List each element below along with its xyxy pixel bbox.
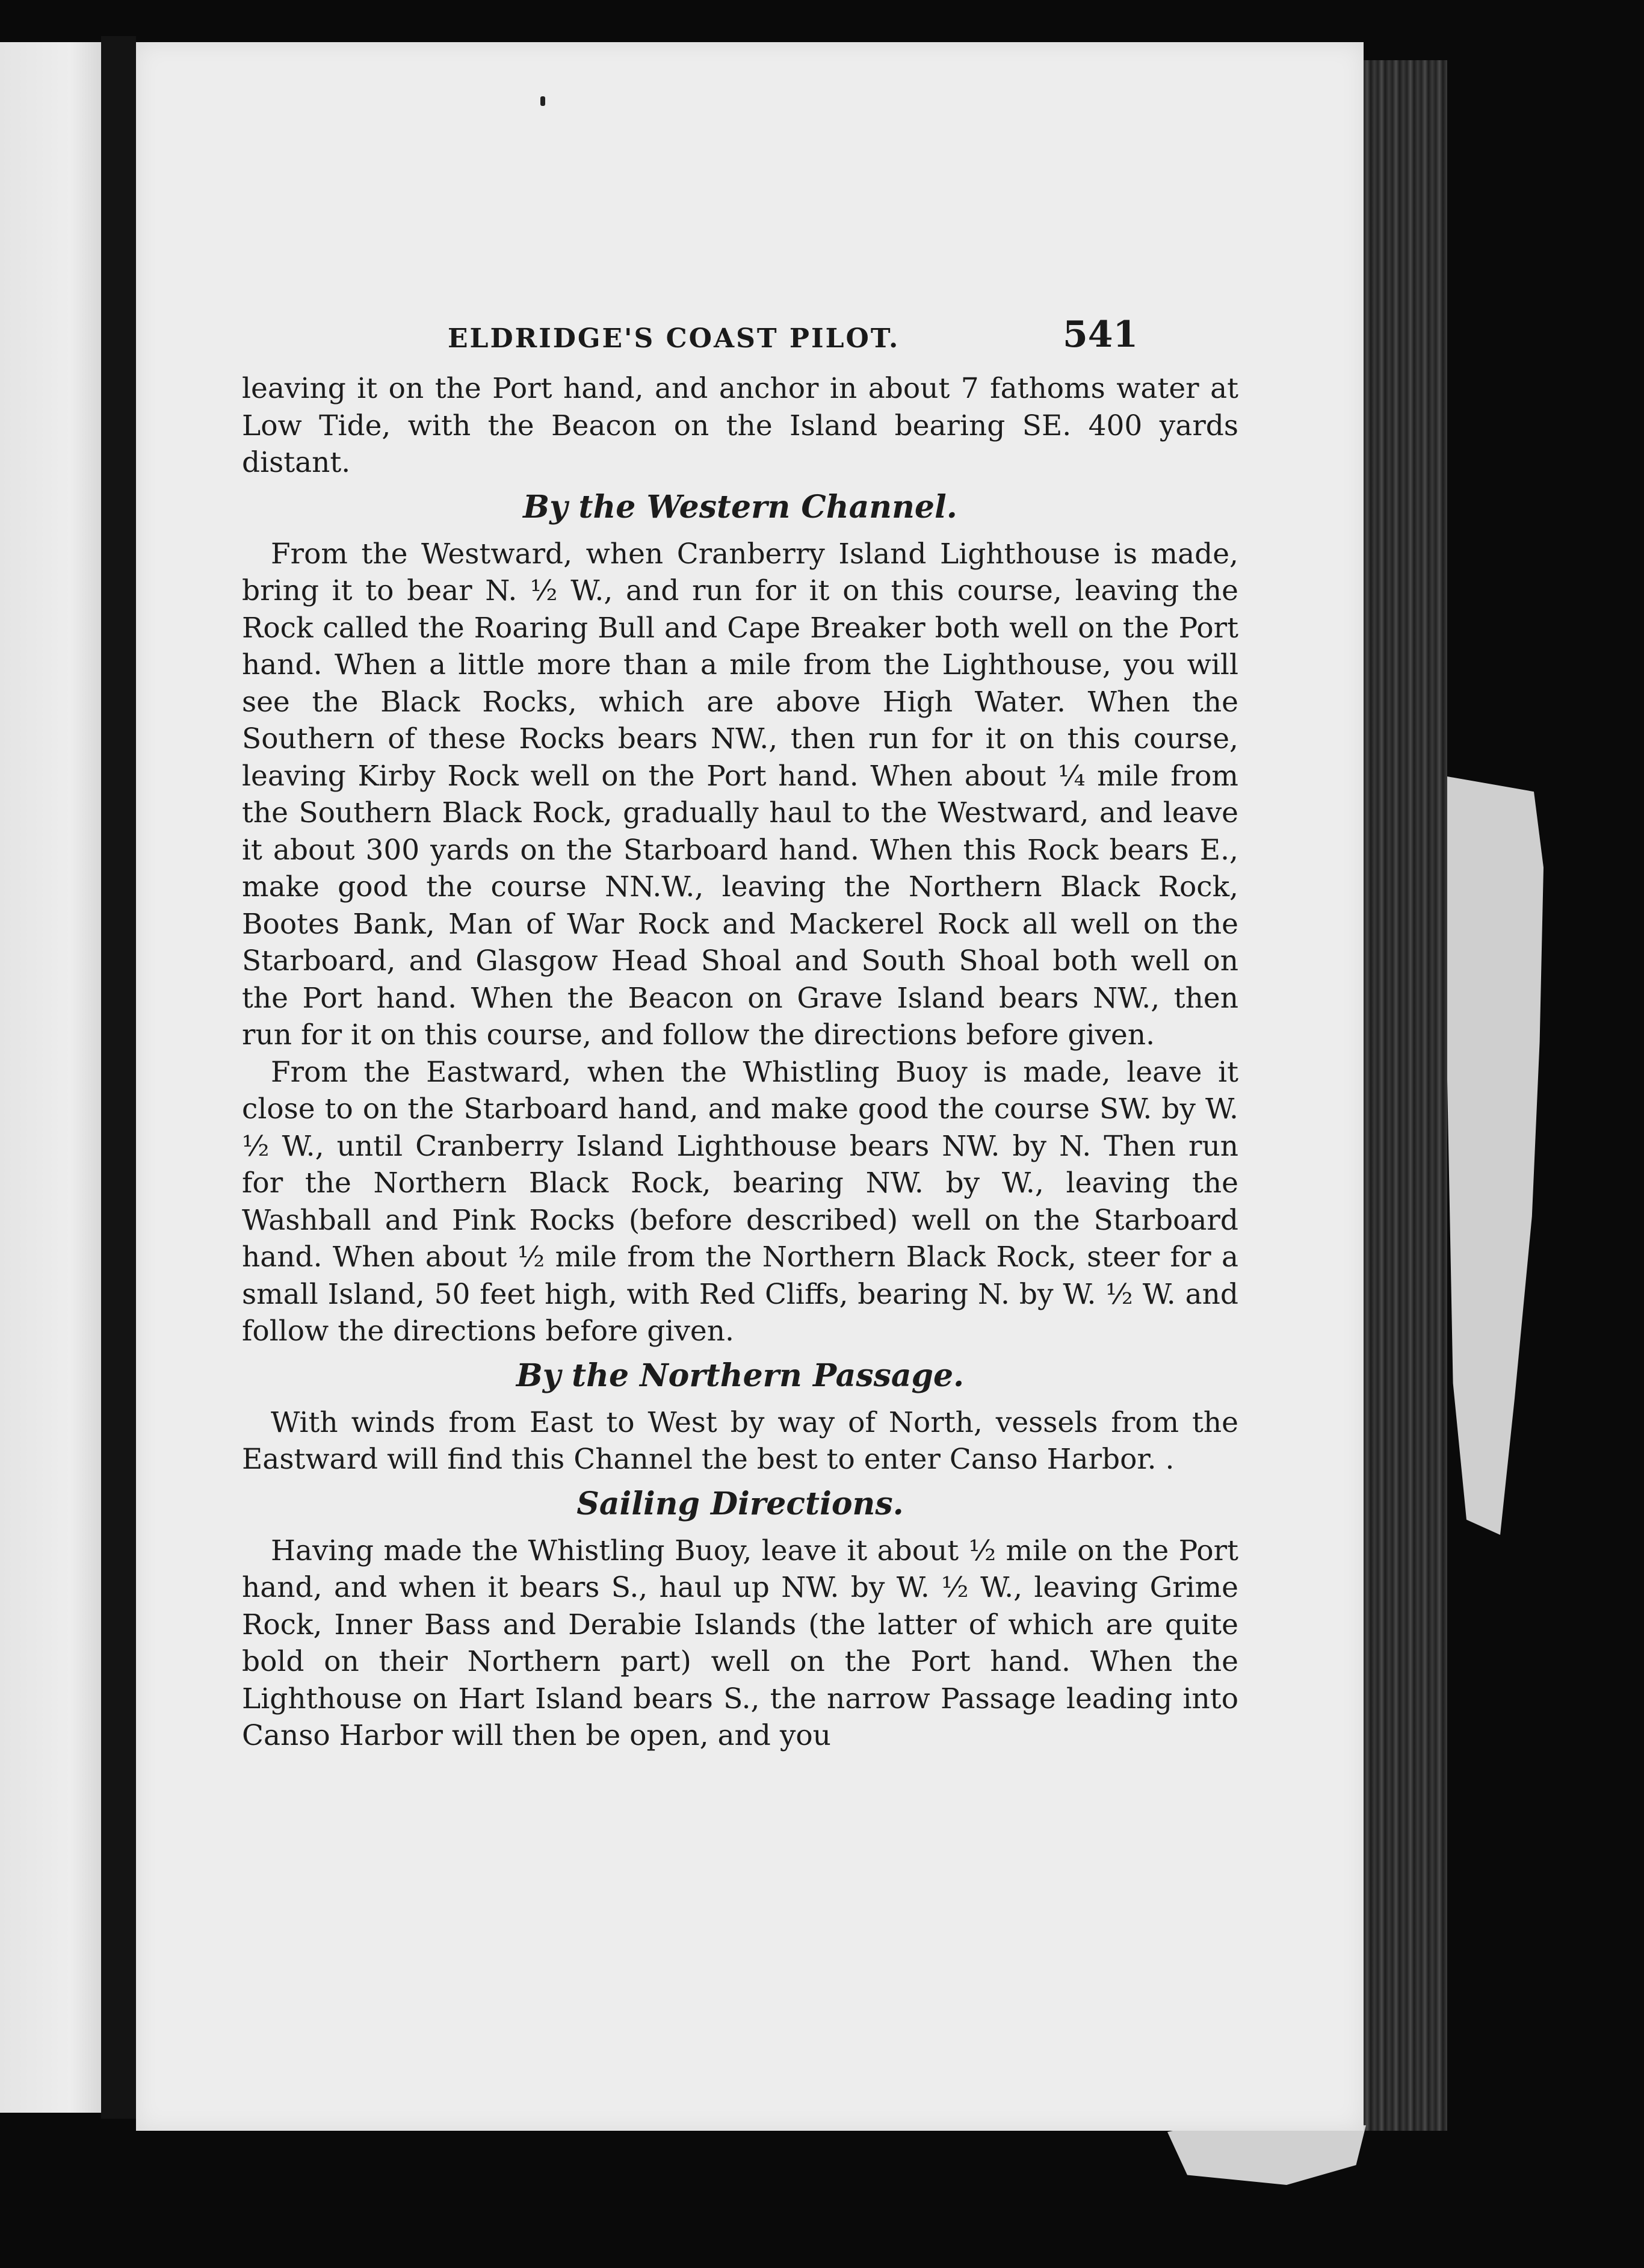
ink-mark — [540, 96, 545, 106]
book-gutter — [101, 36, 136, 2119]
section-heading-sailing-directions: Sailing Directions. — [576, 1485, 904, 1522]
page-header — [136, 310, 1364, 358]
paragraph-northern-passage: With winds from East to West by way of North, vessels from the Eastward will find this Channel the best to enter Canso Harbor. . — [242, 1405, 1238, 1476]
torn-paper-scrap — [1447, 776, 1544, 1535]
section-heading-northern-passage: By the Northern Passage. — [516, 1357, 965, 1394]
paragraph-eastward: From the Eastward, when the Whistling Buoy is made, leave it close to on the Starboard hand, and make good the course SW. by W. ½ W., until Cranberry Island Lighthouse bears NW. by N. Then run for the Northern Black Rock, bearing NW. by W., leaving the Washball and Pink Rocks (before described) well on the Starboard hand. When about ½ mile from the Northern Black Rock, steer for a small Island, 50 feet high, with Red Cliffs, bearing N. by W. ½ W. and follow the directions before given. — [242, 1055, 1238, 1348]
paragraph-westward: From the Westward, when Cranberry Island Lighthouse is made, bring it to bear N. ½ W., and run for it on this course, leaving the Rock called the Roaring Bull and Cape Breaker both well on the Port hand. When a little more than a mile from the Lighthouse, you will see the Black Rocks, which are above High Water. When the Southern of these Rocks bears NW., then run for it on this course, leaving Kirby Rock well on the Port hand. When about ¼ mile from the Southern Black Rock, gradually haul to the Westward, and leave it about 300 yards on the Starboard hand. When this Rock bears E., make good the course NN.W., leaving the Northern Black Rock, Bootes Bank, Man of War Rock and Mackerel Rock all well on the Starboard, and Glasgow Head Shoal and South Shoal both well on the Port hand. When the Beacon on Grave Island bears NW., then run for it on this course, and follow the directions before given. — [242, 537, 1238, 1052]
page-number: 541 — [1063, 314, 1139, 356]
body-text — [242, 370, 1238, 1755]
running-head: ELDRIDGE'S COAST PILOT. — [448, 323, 900, 354]
paragraph-continued: leaving it on the Port hand, and anchor in about 7 fathoms water at Low Tide, with the Beacon on the Island bearing SE. 400 yards distant. — [242, 372, 1238, 479]
book-page — [136, 42, 1364, 2131]
facing-page-edge — [0, 42, 101, 2113]
section-heading-western-channel: By the Western Channel. — [523, 488, 957, 525]
paragraph-sailing-directions: Having made the Whistling Buoy, leave it about ½ mile on the Port hand, and when it bears S., haul up NW. by W. ½ W., leaving Grime Rock, Inner Bass and Derabie Islands (the latter of which are quite bold on their Northern part) well on the Port hand. When the Lighthouse on Hart Island bears S., the narrow Passage leading into Canso Harbor will then be open, and you — [242, 1534, 1238, 1752]
